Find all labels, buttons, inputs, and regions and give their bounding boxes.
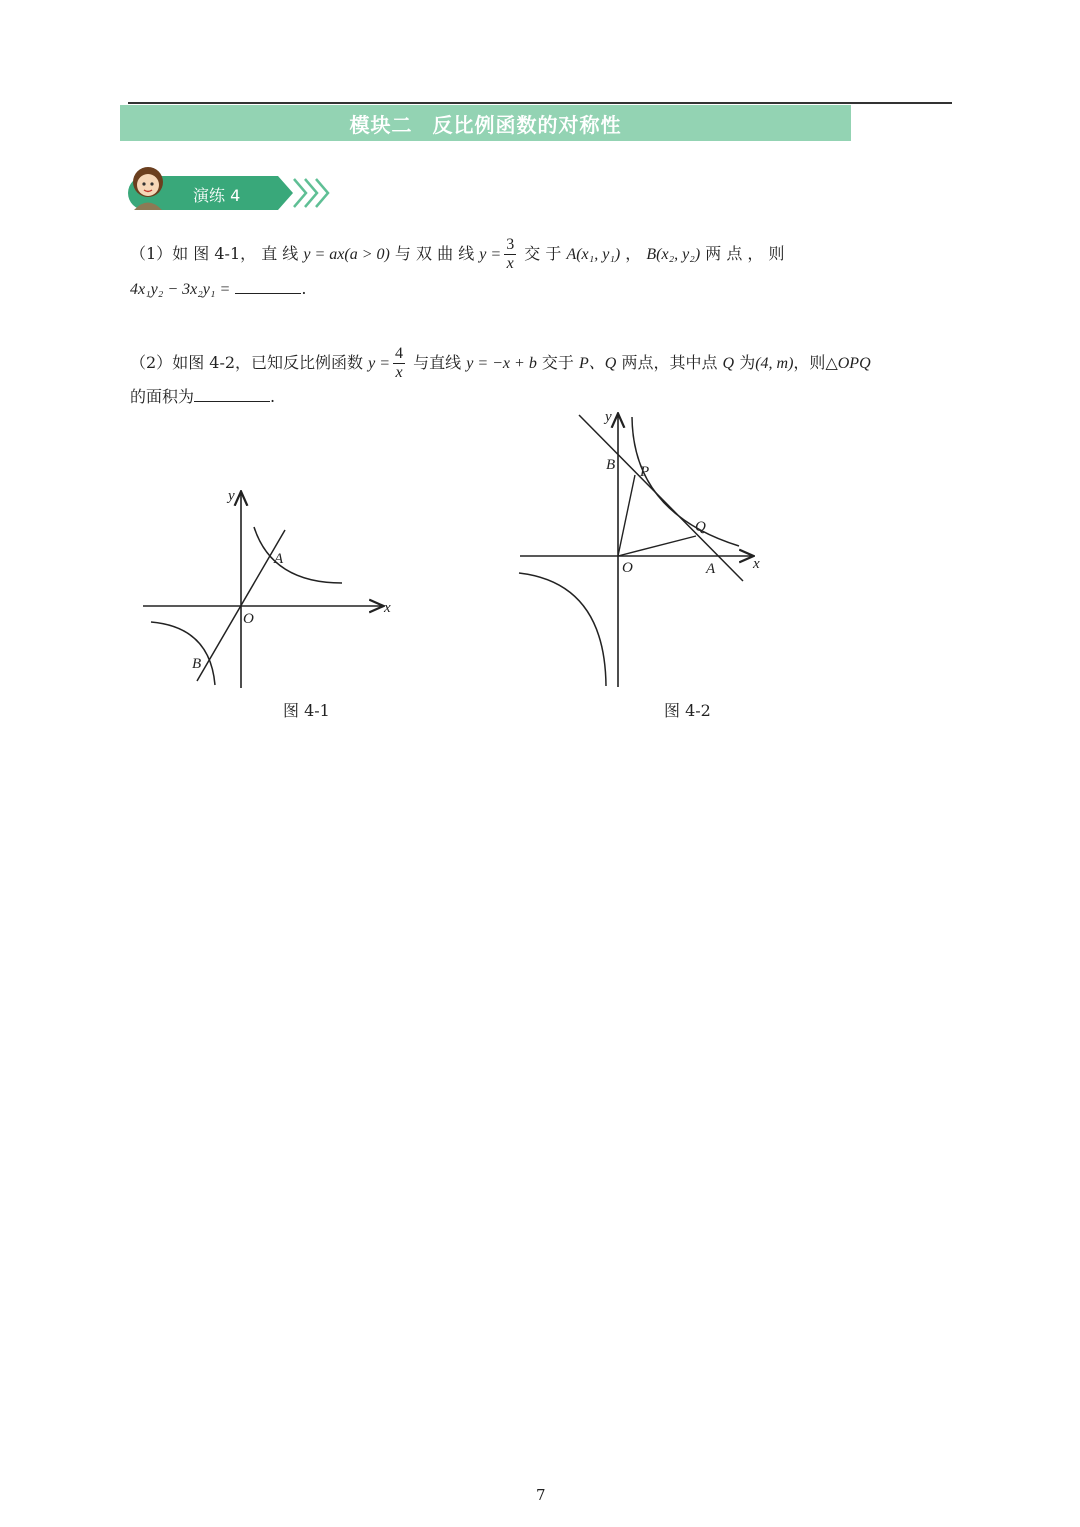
q1-end: . [301, 279, 307, 298]
q2-text2: 与直线 [408, 353, 467, 372]
q1-line1 [130, 236, 785, 273]
top-rule [128, 102, 952, 104]
q2-q: Q [722, 355, 735, 372]
q1-frac-num: 3 [506, 236, 515, 253]
q1-num: （1） [130, 244, 173, 263]
q2-qcoord: (4, m) [755, 355, 794, 372]
fig2-hyperbola-q1 [632, 417, 739, 546]
fig1-label-o: O [243, 611, 254, 627]
fig2-label-q: Q [695, 519, 706, 535]
q1-line2 [130, 279, 306, 300]
fig2-label-a: A [706, 561, 716, 577]
q2-frac-num: 4 [395, 345, 404, 362]
q2-pq: P、Q [579, 355, 617, 372]
figure-4-2 [515, 405, 775, 690]
fig2-label-y: y [605, 409, 612, 425]
q1-text1: 如 图 4-1， 直 线 [172, 244, 304, 263]
q2-fraction [393, 345, 405, 382]
q1-line-eq: y = ax(a > 0) [303, 246, 390, 263]
q1-point-b: B(x₂, y₂) [646, 246, 701, 263]
q2-line-eq: y = −x + b [466, 355, 537, 372]
fig2-segment-oq [618, 536, 696, 556]
q2-text5: 为 [734, 353, 756, 372]
fig2-segment-op [618, 475, 635, 556]
fig2-label-o: O [622, 560, 633, 576]
q1-text4: ， [620, 244, 647, 263]
fig1-label-y: y [228, 488, 235, 504]
student-avatar-icon [126, 162, 172, 212]
q2-answer-blank[interactable] [194, 387, 270, 402]
q2-num: （2） [130, 353, 173, 372]
fig2-hyperbola-q3 [519, 573, 606, 686]
fig2-label-p: P [640, 464, 650, 480]
q2-text3: 交于 [536, 353, 580, 372]
q2-frac-den: x [395, 364, 403, 381]
module-banner [120, 105, 851, 141]
q2-line2 [130, 387, 275, 407]
chevrons-icon [292, 176, 334, 210]
fig1-hyperbola-q3 [151, 622, 215, 685]
exercise-label: 演练 4 [193, 186, 241, 205]
fig1-label-b: B [192, 656, 202, 672]
fig1-label-a: A [274, 551, 284, 567]
fig2-caption: 图 4-2 [664, 701, 711, 720]
q1-answer-blank[interactable] [235, 279, 301, 294]
figure-4-1 [140, 485, 400, 695]
module-label: 模块二 [349, 112, 413, 137]
q2-curve-lhs: y = [368, 355, 391, 372]
fig1-label-x: x [384, 600, 391, 616]
fig2-label-b: B [606, 457, 616, 473]
q2-text1: 如图 4-2，已知反比例函数 [172, 353, 369, 372]
fig1-caption: 图 4-1 [283, 701, 330, 720]
q1-expr: 4x₁y₂ − 3x₂y₁ = [130, 281, 231, 298]
fig2-label-x: x [753, 556, 760, 572]
q1-text5: 两 点 ， 则 [700, 244, 785, 263]
q1-point-a: A(x₁, y₁) [566, 246, 621, 263]
q1-fraction [504, 236, 516, 273]
q1-text3: 交 于 [519, 244, 567, 263]
page-number: 7 [536, 1486, 546, 1504]
fig1-hyperbola-q1 [254, 527, 342, 583]
q2-text4: 两点，其中点 [616, 353, 723, 372]
q1-frac-den: x [506, 255, 514, 272]
q1-curve-lhs: y = [479, 246, 502, 263]
module-title: 反比例函数的对称性 [432, 112, 622, 137]
q2-text6: ，则 [793, 353, 826, 372]
q2-triangle: △OPQ [825, 355, 871, 372]
q2-end: . [270, 387, 276, 406]
q2-line2-text: 的面积为 [130, 387, 195, 406]
q1-text2: 与 双 曲 线 [389, 244, 480, 263]
q2-line1 [130, 345, 871, 382]
